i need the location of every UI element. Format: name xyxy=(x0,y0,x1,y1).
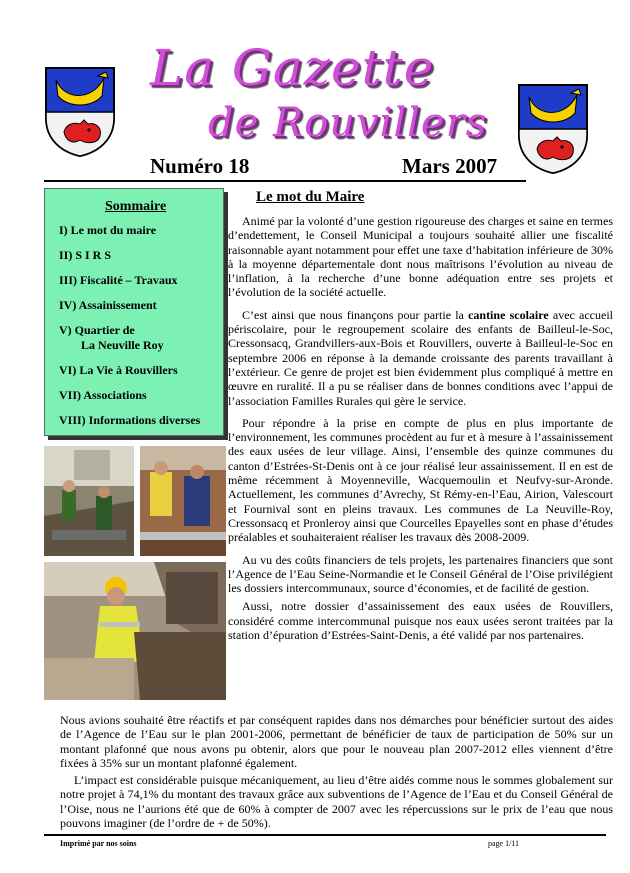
header-rule xyxy=(44,180,526,182)
issue-date: Mars 2007 xyxy=(402,154,498,178)
photo-trench-workers xyxy=(44,446,134,556)
article-title: Le mot du Maire xyxy=(256,189,365,205)
paragraph-2 xyxy=(228,308,613,408)
paragraph-6: Nous avions souhaité être réactifs et par conséquent rapides dans nos démarches pour bénéficier surtout des aides de l’Agence de l’Eau sur le plan 2001-2006, permettant de bénéficier de taux de participation de 50% sur un montant plafonné que nous avons pu obtenir, alors que pour le nouveau plan 2007-2012 elles viennent d’être fixées à 35% sur un montant plafonné également. xyxy=(60,713,613,770)
photo-worker-excavation xyxy=(44,562,226,700)
paragraph-5: Aussi, notre dossier d’assainissement des eaux usées de Rouvillers, considéré comme intercommunal puisque nos eaux usées seront traitées par la station d’épuration d’Estrées-Saint-Denis, a été validé par nos partenaires. xyxy=(228,599,613,643)
sommaire-item-mot-du-maire[interactable]: I) Le mot du maire xyxy=(59,223,157,237)
paragraph-4: Au vu des coûts financiers de tels projets, les partenaires financiers que sont l’Agence de l’Eau Seine-Normandie et le Conseil Général de l’Oise privilégient les dossiers intercommunaux, source d’économies, et de facilité de gestion. xyxy=(228,552,613,596)
gazette-subtitle: de Rouvillers xyxy=(208,100,488,146)
sommaire-item-associations[interactable]: VII) Associations xyxy=(59,388,147,402)
paragraph-1: Animé par la volonté d’une gestion rigoureuse des charges et saine en termes d’endettement, le Conseil Municipal a toujours souhaité allier une fiscalité raisonnable ayant notamment pour effet une taxe d’habitation inférieure de 30% à la moyenne départementale dont nous maîtrisons l’évolution au niveau de l’inflation, à la recherche d’une bonne adéquation entre ses projets et l’évolution de la société actuelle. xyxy=(228,214,613,300)
sommaire-item-fiscalite[interactable]: III) Fiscalité – Travaux xyxy=(59,273,178,287)
sommaire-item-sirs[interactable]: II) S I R S xyxy=(59,248,112,262)
photo-pipe-workers xyxy=(140,446,226,556)
issue-number: Numéro 18 xyxy=(150,154,250,178)
article-wide-section xyxy=(60,713,613,830)
footer-printed: Imprimé par nos soins xyxy=(60,839,137,848)
article-column xyxy=(228,214,613,642)
paragraph-2-bold: cantine scolaire xyxy=(468,307,549,322)
sommaire-item-quartier[interactable]: V) Quartier de xyxy=(59,323,135,337)
sommaire-item-informations[interactable]: VIII) Informations diverses xyxy=(59,413,201,427)
page-number: page 1/11 xyxy=(488,839,520,848)
paragraph-2-text-b: avec accueil périscolaire, pour le regroupement scolaire des enfants de Bailleul-le-Soc, Cressonsacq, Grandvillers-aux-Bois et Rouvillers, ouverte à Bailleul-le-Soc en septembre 2006 en réponse à la demande croissante des parents travaillant à l’extérieur. Ce genre de projet est bien évidemment plus compliqué à mettre en œuvre en ruralité. Il a pu se réaliser dans de bonnes conditions avec l’appui de l’association Familles Rurales qui gère le service. xyxy=(228,307,613,408)
sommaire-box xyxy=(44,188,224,436)
paragraph-7: L’impact est considérable puisque mécaniquement, au lieu d’être aidés comme nous le sommes globalement sur notre projet à 74,1% du montant des travaux grâce aux subventions de l’Agence de l’Eau et du Conseil Général de l’Oise, nous ne l’aurions été que de 60% à compter de 2007 avec les répercussions sur le prix de l’eau que nous pouvons imaginer (de l’ordre de + de 50%). xyxy=(60,773,613,831)
sommaire-item-quartier-line2[interactable]: La Neuville Roy xyxy=(81,338,164,352)
coat-of-arms-right xyxy=(517,83,589,175)
paragraph-2-text-a: C’est ainsi que nous finançons pour partie la xyxy=(242,307,469,322)
coat-of-arms-left xyxy=(44,66,116,158)
sommaire-item-vie-rouvillers[interactable]: VI) La Vie à Rouvillers xyxy=(59,363,178,377)
footer-rule xyxy=(44,834,606,836)
gazette-title: La Gazette xyxy=(150,39,435,97)
paragraph-3: Pour répondre à la prise en compte de plus en plus importante de l’environnement, les communes procèdent au fur et à mesure à l’assainissement des eaux usées de leur village. Ainsi, l’ensemble des quinze communes du canton d’Estrées-St-Denis ont à ce jour réalisé leur assainissement. Il en est de même récemment à Moyenneville, Wacquemoulin et Neufvy-sur-Aronde. Actuellement, les communes d’Avrechy, St Rémy-en-l’Eau, Airion, Valescourt et Fournival sont en pleins travaux. Les communes de La Neuville-Roy, Cressonsacq et Pronleroy ainsi que Courcelles Epayelles sont en phase d’études préalables et souhaiteraient réaliser les travaux dès 2008-2009. xyxy=(228,415,613,545)
sommaire-heading: Sommaire xyxy=(105,199,167,214)
sommaire-item-assainissement[interactable]: IV) Assainissement xyxy=(59,298,157,312)
